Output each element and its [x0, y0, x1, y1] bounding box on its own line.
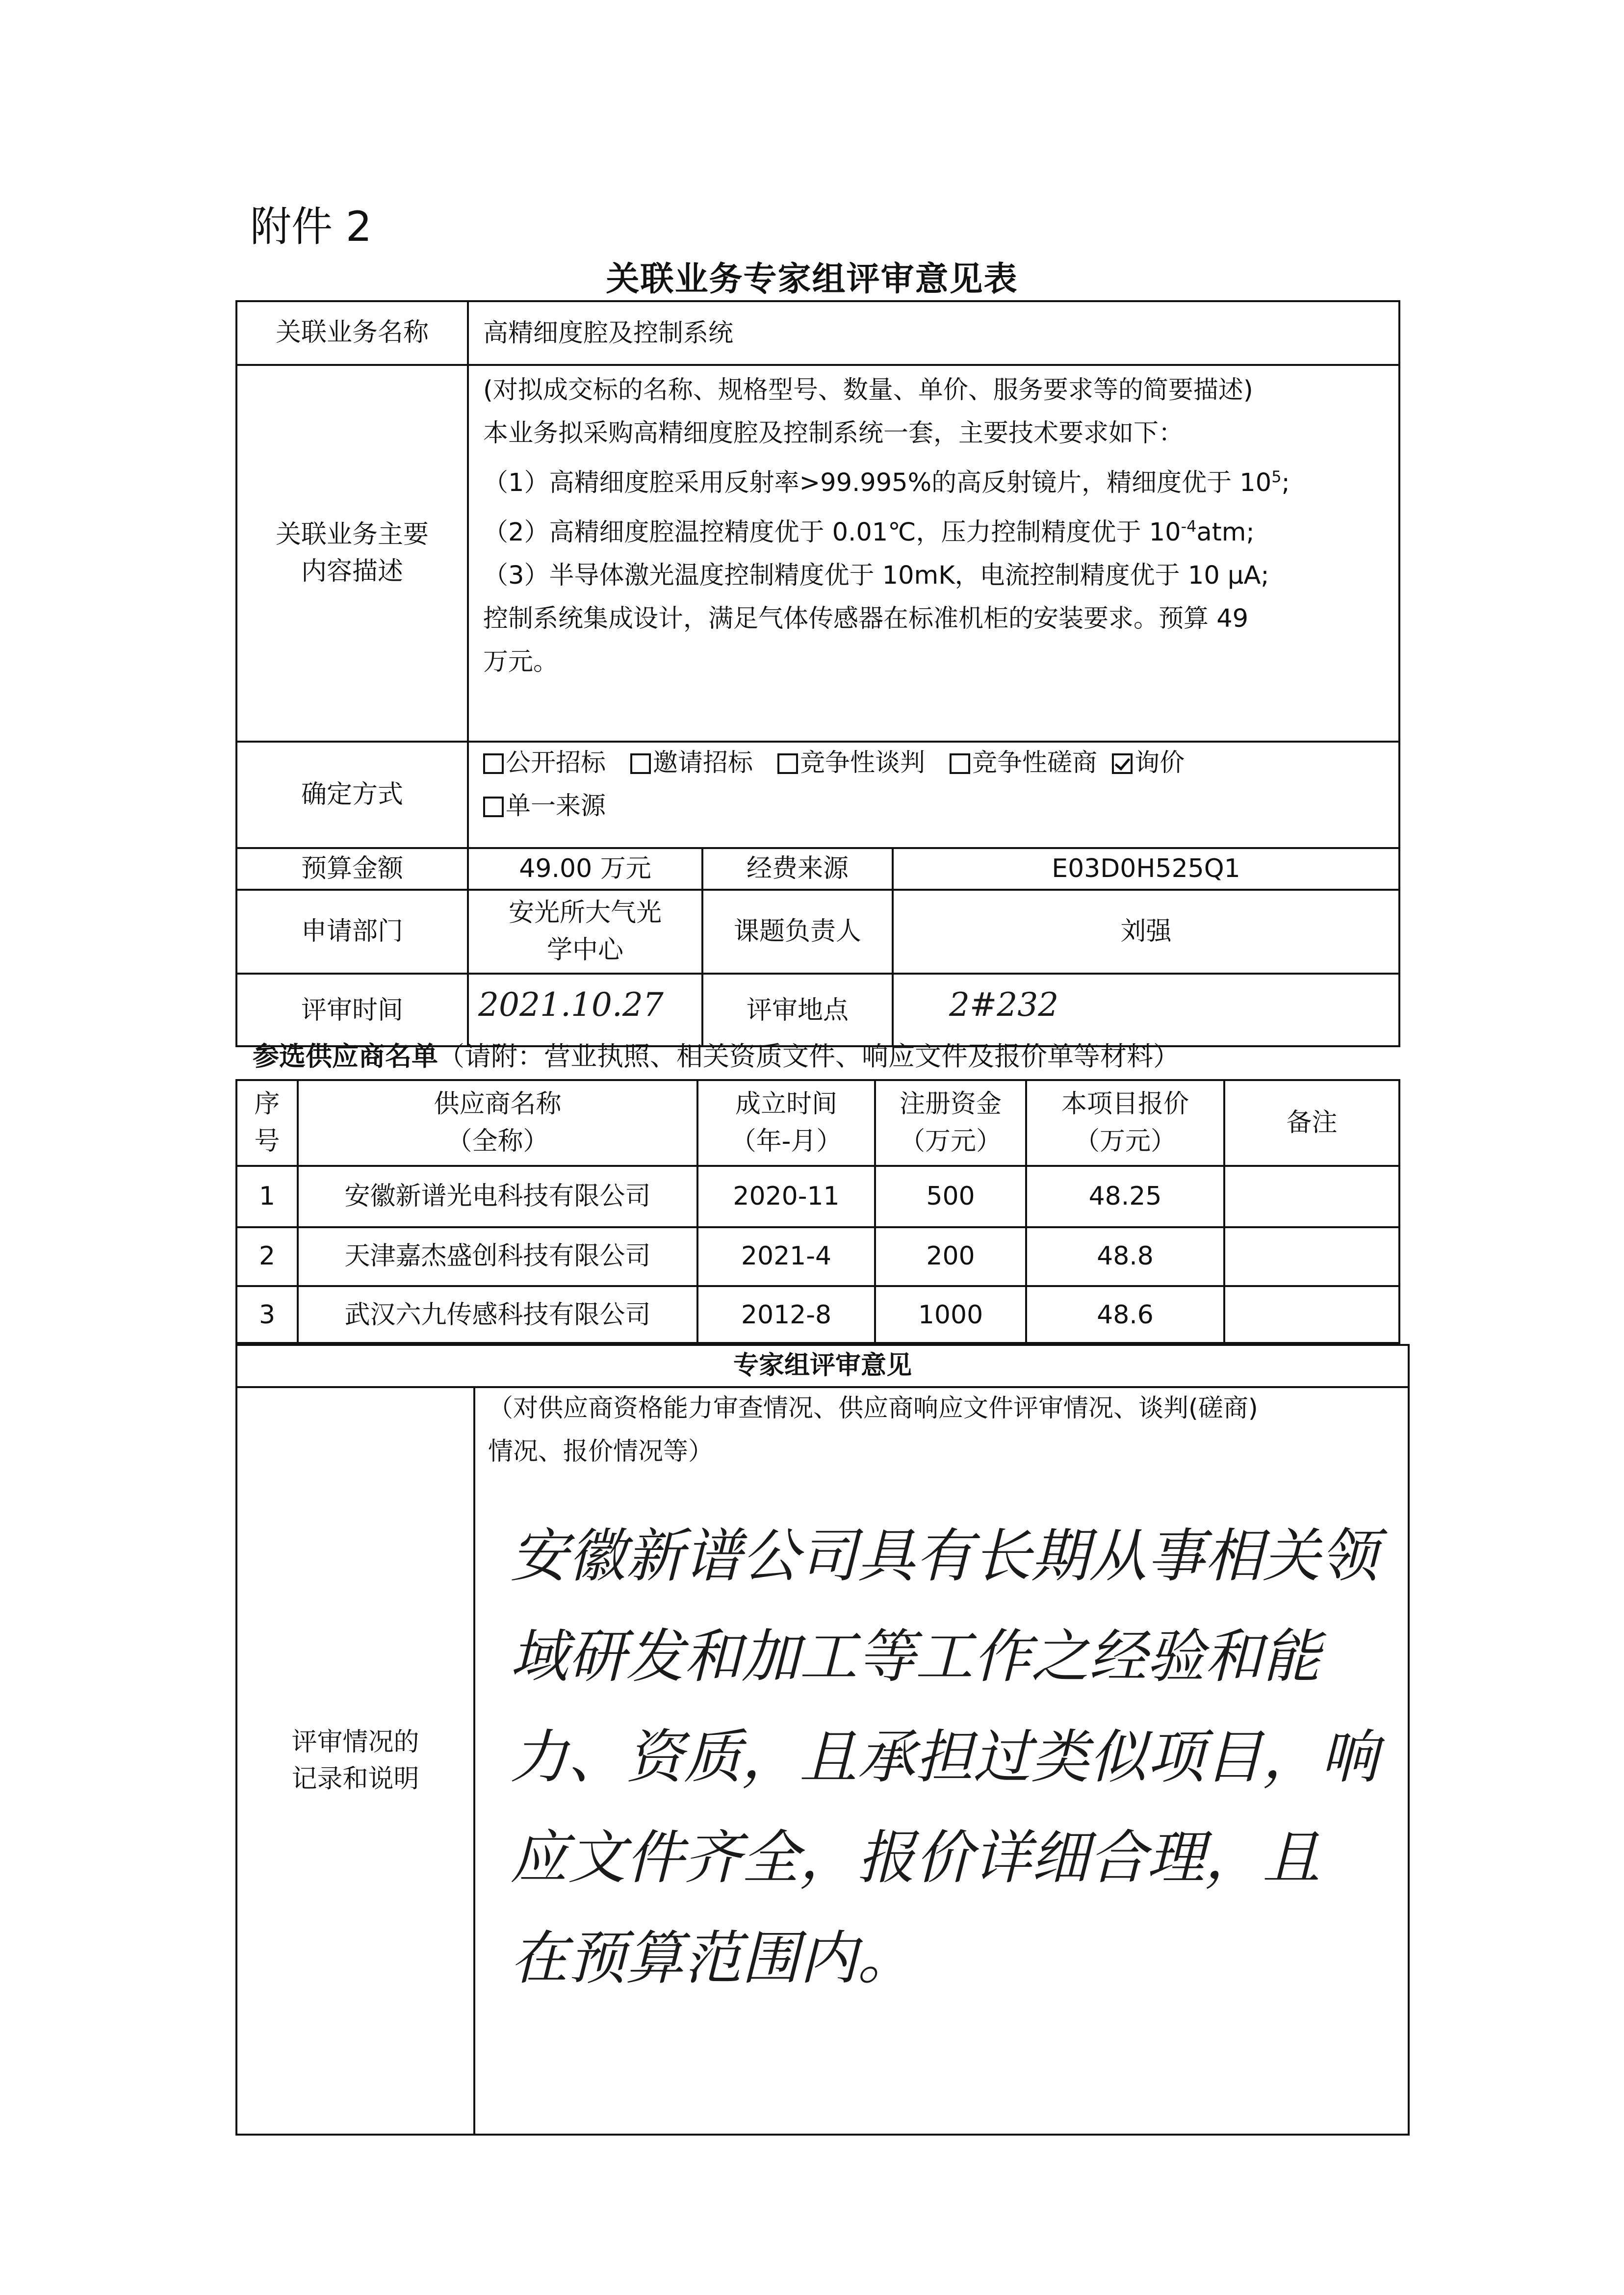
checkbox-icon[interactable] — [630, 753, 651, 774]
content-tail-2: atm; — [1196, 518, 1255, 547]
record-hint-line2: 情况、报价情况等） — [488, 1437, 714, 1466]
content-label-line2: 内容描述 — [301, 557, 403, 586]
handwritten-line-2: 域研发和加工等工作之经验和能 — [510, 1623, 1321, 1690]
content-tail-1: ; — [1281, 468, 1290, 497]
col-name-header: 供应商名称 （全称） — [434, 1089, 562, 1156]
dept-value — [469, 891, 701, 973]
record-label-line2: 记录和说明 — [291, 1764, 419, 1794]
content-line-2: 本业务拟采购高精细度腔及控制系统一套，主要技术要求如下： — [483, 419, 1184, 448]
supplier-row-2-quote: 48.8 — [1097, 1241, 1154, 1271]
col-note-header: 备注 — [1286, 1108, 1338, 1137]
supplier-row-1-note — [1225, 1167, 1398, 1226]
supplier-row-3-note — [1225, 1287, 1398, 1344]
checkbox-icon[interactable] — [483, 797, 504, 817]
attachment-label: 附件 2 — [250, 203, 372, 251]
method-invited-tender[interactable]: 邀请招标 — [630, 742, 753, 785]
review-time-value: 2021.10.27 — [478, 986, 664, 1024]
supplier-row-2-capital: 200 — [926, 1241, 975, 1271]
content-line-5: （3）半导体激光温度控制精度优于 10mK，电流控制精度优于 10 μA; — [483, 561, 1269, 590]
content-line-7: 万元。 — [483, 647, 559, 676]
content-description — [483, 369, 1395, 684]
supplier-row-2-note — [1225, 1228, 1398, 1285]
leader-label: 课题负责人 — [733, 916, 861, 946]
method-label: 确定方式 — [301, 779, 403, 809]
content-label-line1: 关联业务主要 — [275, 519, 429, 549]
supplier-heading-title: 参选供应商名单 — [253, 1041, 438, 1072]
budget-value: 49.00 万元 — [519, 853, 651, 883]
supplier-row-3-founded: 2012-8 — [741, 1300, 832, 1330]
supplier-row-1-capital: 500 — [926, 1181, 975, 1211]
method-options — [483, 742, 1395, 828]
record-hint-line1: （对供应商资格能力审查情况、供应商响应文件评审情况、谈判(磋商) — [488, 1394, 1258, 1423]
business-name-value: 高精细度腔及控制系统 — [483, 319, 734, 348]
handwritten-opinion — [510, 1506, 1403, 2009]
supplier-row-3-quote: 48.6 — [1097, 1300, 1154, 1330]
method-single-source[interactable]: 单一来源 — [483, 785, 606, 828]
method-open-tender[interactable]: 公开招标 — [483, 742, 606, 785]
content-sup-1: 5 — [1271, 467, 1282, 486]
supplier-heading-note: （请附：营业执照、相关资质文件、响应文件及报价单等材料） — [438, 1041, 1180, 1072]
business-name-label: 关联业务名称 — [275, 318, 429, 348]
review-place-label: 评审地点 — [746, 996, 849, 1026]
dept-value-line1: 安光所大气光 — [508, 898, 662, 928]
dept-value-line2: 学中心 — [546, 935, 623, 965]
handwritten-line-1: 安徽新谱公司具有长期从事相关领 — [510, 1522, 1379, 1590]
checkbox-checked-icon[interactable] — [1112, 753, 1133, 774]
content-label — [237, 366, 467, 741]
review-place-value: 2#232 — [949, 986, 1059, 1024]
record-hint — [488, 1387, 1400, 1473]
supplier-row-3-seq: 3 — [258, 1300, 276, 1330]
checkbox-icon[interactable] — [483, 753, 504, 774]
content-line-6: 控制系统集成设计，满足气体传感器在标准机柜的安装要求。预算 49 — [483, 604, 1249, 633]
handwritten-line-4: 应文件齐全，报价详细合理，且 — [510, 1824, 1321, 1891]
supplier-row-3-name: 武汉六九传感科技有限公司 — [344, 1300, 651, 1330]
supplier-row-1-founded: 2020-11 — [733, 1181, 840, 1211]
method-competitive-negotiation[interactable]: 竞争性谈判 — [777, 742, 925, 785]
dept-label: 申请部门 — [301, 916, 403, 946]
fund-source-label: 经费来源 — [746, 853, 849, 883]
expert-label-divider — [473, 1386, 475, 2136]
form-title: 关联业务专家组评审意见表 — [606, 260, 1018, 299]
col-quote-header: 本项目报价 （万元） — [1061, 1089, 1189, 1156]
fund-source-value: E03D0H525Q1 — [1052, 853, 1240, 883]
method-inquiry[interactable]: 询价 — [1112, 742, 1185, 785]
handwritten-line-5: 在预算范围内。 — [510, 1924, 916, 1992]
content-line-1: (对拟成交标的名称、规格型号、数量、单价、服务要求等的简要描述) — [483, 376, 1253, 405]
method-competitive-consultation[interactable]: 竞争性磋商 — [950, 742, 1097, 785]
col-capital-header: 注册资金 （万元） — [899, 1089, 1002, 1156]
supplier-row-2-founded: 2021-4 — [741, 1241, 832, 1271]
col-seq-header: 序 号 — [254, 1089, 280, 1156]
supplier-heading — [253, 1035, 1180, 1078]
checkbox-icon[interactable] — [950, 753, 970, 774]
expert-heading: 专家组评审意见 — [733, 1351, 912, 1381]
supplier-row-1-seq: 1 — [258, 1181, 276, 1211]
supplier-row-1-quote: 48.25 — [1088, 1181, 1162, 1211]
review-time-label: 评审时间 — [301, 996, 403, 1026]
content-sup-2: -4 — [1181, 517, 1197, 536]
leader-value: 刘强 — [1120, 916, 1172, 946]
record-label — [237, 1388, 473, 2134]
content-line-4: （2）高精细度腔温控精度优于 0.01℃，压力控制精度优于 $10^{-4}atm$; — [483, 517, 1255, 547]
record-label-line1: 评审情况的 — [291, 1727, 419, 1757]
content-line-3: （1）高精细度腔采用反射率>99.995%的高反射镜片，精细度优于 $10^5$; — [483, 467, 1290, 497]
supplier-row-2-seq: 2 — [258, 1241, 276, 1271]
supplier-row-2-name: 天津嘉杰盛创科技有限公司 — [344, 1241, 651, 1271]
supplier-row-1-name: 安徽新谱光电科技有限公司 — [344, 1181, 651, 1211]
budget-label: 预算金额 — [301, 853, 403, 883]
handwritten-line-3: 力、资质，且承担过类似项目，响 — [510, 1723, 1379, 1791]
checkbox-icon[interactable] — [777, 753, 798, 774]
supplier-row-3-capital: 1000 — [918, 1300, 983, 1330]
col-founded-header: 成立时间 （年-月） — [730, 1089, 842, 1156]
